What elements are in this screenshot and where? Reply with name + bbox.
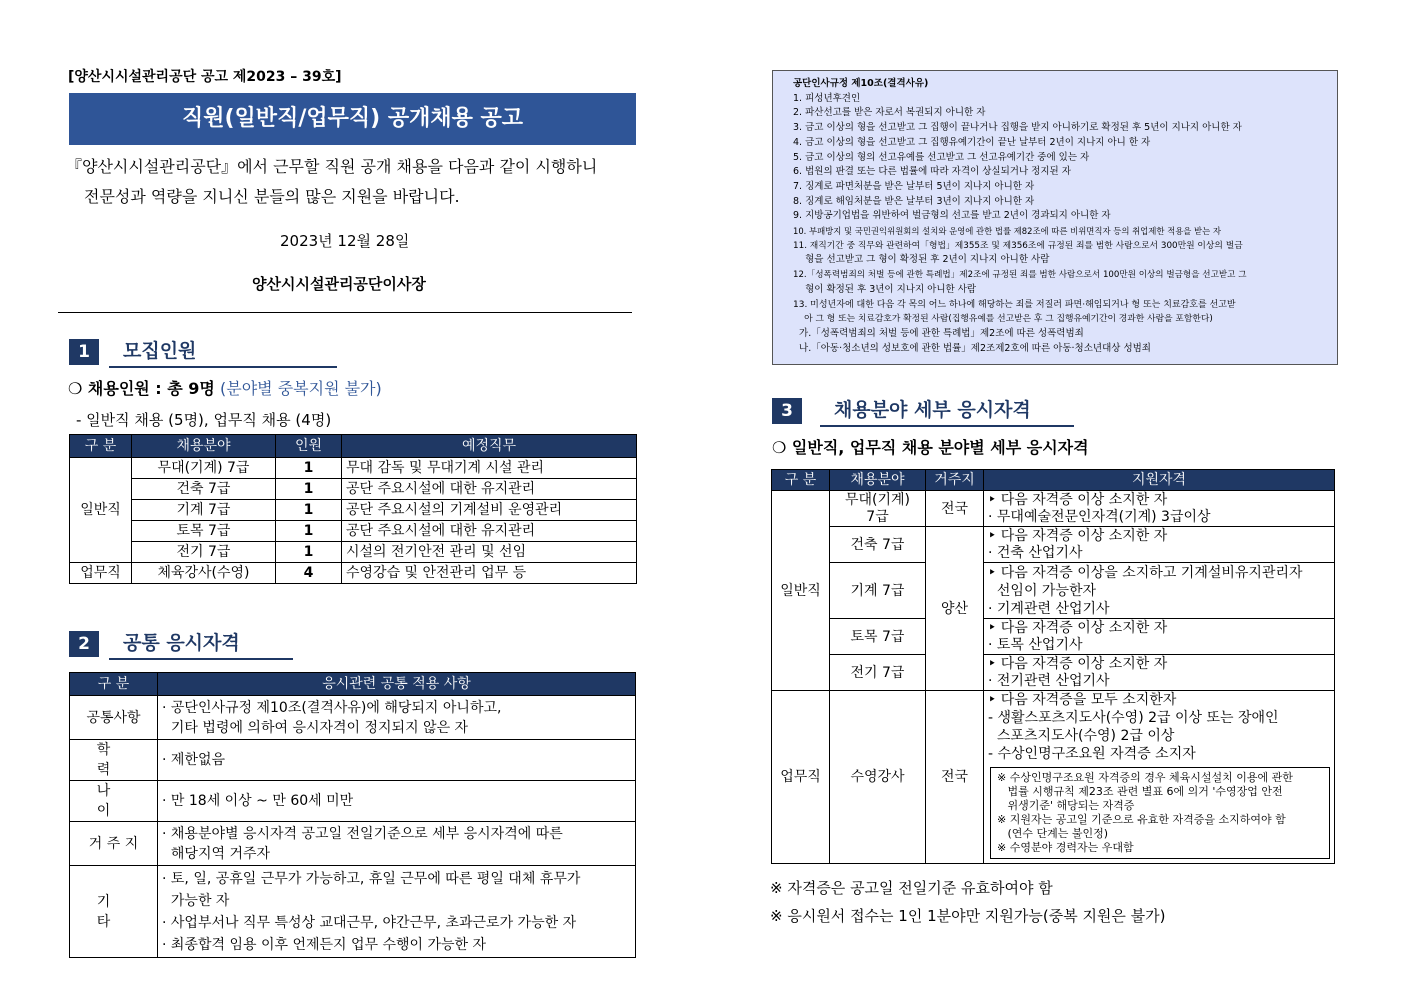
- field-cell: 전기 7급: [132, 542, 276, 563]
- table-row: [70, 542, 637, 563]
- qual-line: ‣ 다음 자격증 이상 소지한 자: [988, 655, 1168, 672]
- residence-cell: 양산: [926, 527, 984, 691]
- rule-item: 아 그 형 또는 치료감호가 확정된 사람(집행유예를 선고받은 후 그 집행유예기간이 경과한 사람을 포함한다): [793, 314, 1213, 325]
- note-line: 법률 시행규칙 제23조 관련 별표 6에 의거 '수영장업 안전: [997, 785, 1283, 798]
- qual-line: · 건축 산업기사: [988, 544, 1083, 561]
- issuer: 양산시시설관리공단이사장: [252, 275, 426, 293]
- table-header: 채용분야: [830, 470, 926, 491]
- table-header: 구 분: [70, 673, 158, 696]
- qual-line: 선임이 가능한자: [988, 582, 1097, 599]
- section-1-title: 모집인원: [109, 338, 337, 368]
- rule-item: 5. 금고 이상의 형의 선고유예를 선고받고 그 선고유예기간 중에 있는 자: [793, 151, 1090, 163]
- row-content: · 만 18세 이상 ~ 만 60세 미만: [158, 781, 636, 822]
- note-line: ※ 지원자는 공고일 기준으로 유효한 자격증을 소지하여야 함: [997, 813, 1286, 826]
- row-content: [158, 866, 636, 958]
- table-header: 예정직무: [342, 435, 637, 458]
- rule-item: 나.「아동·청소년의 성보호에 관한 법률」제2조제2호에 따른 아동·청소년대상 성범죄: [793, 342, 1151, 354]
- common-qualification-table: [69, 672, 636, 958]
- content-line: · 토, 일, 공휴일 근무가 가능하고, 휴일 근무에 따른 평일 대체 휴무가: [162, 870, 581, 887]
- section-3-number: 3: [772, 398, 802, 424]
- table-row: [772, 491, 1335, 527]
- table-header-row: [772, 470, 1335, 491]
- rule-item: 9. 지방공기업법을 위반하여 벌금형의 선고를 받고 2년이 경과되지 아니한 자: [793, 210, 1111, 222]
- field-cell: 토목 7급: [132, 521, 276, 542]
- table-header-row: [70, 673, 636, 696]
- residence-cell: 전국: [926, 691, 984, 864]
- table-row: [70, 740, 636, 781]
- duty-cell: 시설의 전기안전 관리 및 선임: [342, 542, 637, 563]
- table-header: 채용분야: [132, 435, 276, 458]
- qual-line: ‣ 다음 자격증 이상 소지한 자: [988, 619, 1168, 636]
- row-label: 기 타: [70, 866, 158, 958]
- rule-item: 13. 미성년자에 대한 다음 각 목의 어느 하나에 해당하는 죄를 저질러 파면·해임되거나 형 또는 치료감호를 선고받: [793, 299, 1236, 310]
- group-label: 업무직: [70, 563, 132, 584]
- rule-item: 7. 징계로 파면처분을 받은 날부터 5년이 지나지 아니한 자: [793, 180, 1035, 192]
- rule-item: 1. 피성년후견인: [793, 92, 861, 104]
- qualification-cell: [984, 691, 1335, 864]
- rule-item: 3. 금고 이상의 형을 선고받고 그 집행이 끝나거나 집행을 받지 아니하기로 확정된 후 5년이 지나지 아니한 자: [793, 122, 1242, 134]
- qual-line: · 기계관련 산업기사: [988, 600, 1110, 617]
- rule-item: 6. 법원의 판결 또는 다른 법률에 따라 자격이 상실되거나 정지된 자: [793, 166, 1071, 178]
- duty-cell: 공단 주요시설에 대한 유지관리: [342, 479, 637, 500]
- field-cell: [830, 491, 926, 527]
- table-header: 구 분: [772, 470, 830, 491]
- rule-item: 2. 파산선고를 받은 자로서 복권되지 아니한 자: [793, 107, 986, 119]
- footnote-1: ※ 자격증은 공고일 전일기준 유효하여야 함: [770, 879, 1053, 897]
- disqualification-rules-box: [772, 70, 1338, 365]
- field-cell: 수영강사: [830, 691, 926, 864]
- rule-item: 12.「성폭력범죄의 처벌 등에 관한 특례법」제2조에 규정된 죄를 범한 사람으로서 100만원 이상의 벌금형을 선고받고 그: [793, 270, 1247, 281]
- rule-item: 4. 금고 이상의 형을 선고받고 그 집행유예기간이 끝난 날부터 2년이 지나지 아니 한 자: [793, 136, 1151, 148]
- rule-item: 형을 선고받고 그 형이 확정된 후 2년이 지나지 아니한 사람: [793, 254, 1050, 266]
- qualification-cell: [984, 619, 1335, 655]
- rules-title: 공단인사규정 제10조(결격사유): [793, 78, 929, 89]
- intro-line-2: 전문성과 역량을 지니신 분들의 많은 지원을 바랍니다.: [84, 187, 460, 206]
- row-label: 학 력: [70, 740, 158, 781]
- section-2-title: 공통 응시자격: [109, 630, 293, 660]
- table-row: [70, 822, 636, 866]
- qual-line: · 무대예술전문인자격(기계) 3급이상: [988, 508, 1211, 525]
- intro-line-1: 『양산시시설관리공단』에서 근무할 직원 공개 채용을 다음과 같이 시행하니: [66, 157, 598, 176]
- qual-line: ‣ 다음 자격증 이상을 소지하고 기계설비유지관리자: [988, 564, 1303, 581]
- table-row: [70, 696, 636, 740]
- content-line: 기타 법령에 의하여 응시자격이 정지되지 않은 자: [162, 719, 469, 736]
- section-1-number: 1: [69, 339, 99, 365]
- table-header: 지원자격: [984, 470, 1335, 491]
- rule-item: 가.「성폭력범죄의 처벌 등에 관한 특례법」제2조에 따른 성폭력범죄: [793, 327, 1084, 339]
- count-cell: 1: [276, 458, 342, 479]
- qual-line: · 토목 산업기사: [988, 636, 1083, 653]
- rule-item: 형이 확정된 후 3년이 지나지 아니한 사람: [793, 283, 977, 295]
- field-line: 무대(기계): [844, 491, 911, 508]
- note-line: (연수 단계는 불인정): [997, 827, 1109, 840]
- table-row: [70, 479, 637, 500]
- row-content: · 제한없음: [158, 740, 636, 781]
- group-label: 일반직: [70, 458, 132, 563]
- section-3-summary: ❍ 일반직, 업무직 채용 분야별 세부 응시자격: [772, 438, 1089, 457]
- recruit-detail: - 일반직 채용 (5명), 업무직 채용 (4명): [76, 411, 332, 429]
- duty-cell: 공단 주요시설에 대한 유지관리: [342, 521, 637, 542]
- table-header: 거주지: [926, 470, 984, 491]
- table-row: [70, 500, 637, 521]
- duty-cell: 무대 감독 및 무대기계 시설 관리: [342, 458, 637, 479]
- swim-note-box: [990, 767, 1330, 859]
- table-header: 응시관련 공통 적용 사항: [158, 673, 636, 696]
- qual-line: · 전기관련 산업기사: [988, 672, 1110, 689]
- qual-line: 스포츠지도사(수영) 2급 이상: [988, 728, 1175, 744]
- duty-cell: 수영강습 및 안전관리 업무 등: [342, 563, 637, 584]
- row-label: 나 이: [70, 781, 158, 822]
- table-row: [70, 521, 637, 542]
- table-row: [772, 655, 1335, 691]
- count-cell: 4: [276, 563, 342, 584]
- table-row: [70, 563, 637, 584]
- content-line: 가능한 자: [162, 892, 230, 909]
- note-line: 위생기준' 해당되는 자격증: [997, 799, 1135, 812]
- section-3-title: 채용분야 세부 응시자격: [820, 397, 1074, 427]
- section-2-number: 2: [69, 631, 99, 657]
- row-content: [158, 696, 636, 740]
- field-line: 7급: [866, 508, 889, 525]
- count-cell: 1: [276, 542, 342, 563]
- note-line: ※ 수상인명구조요원 자격증의 경우 체육시설설치 이용에 관한: [997, 771, 1293, 784]
- field-cell: 건축 7급: [830, 527, 926, 563]
- rule-item: 8. 징계로 해임처분을 받은 날부터 3년이 지나지 아니한 자: [793, 195, 1035, 207]
- duty-cell: 공단 주요시설의 기계설비 운영관리: [342, 500, 637, 521]
- content-line: · 최종합격 임용 이후 언제든지 업무 수행이 가능한 자: [162, 936, 487, 953]
- recruit-total: ❍ 채용인원 : 총 9명: [68, 379, 215, 398]
- table-header: 구 분: [70, 435, 132, 458]
- count-cell: 1: [276, 500, 342, 521]
- table-row: [70, 781, 636, 822]
- field-cell: 기계 7급: [830, 563, 926, 619]
- qual-line: ‣ 다음 자격증 이상 소지한 자: [988, 527, 1168, 544]
- qual-line: ‣ 다음 자격증을 모두 소지한자: [988, 692, 1177, 708]
- qualification-cell: [984, 655, 1335, 691]
- table-row: [70, 866, 636, 958]
- recruit-summary: [68, 376, 382, 399]
- note-line: ※ 수영분야 경력자는 우대함: [997, 841, 1134, 854]
- recruit-note: (분야별 중복지원 불가): [220, 379, 382, 398]
- divider: [58, 312, 632, 313]
- content-line: 해당지역 거주자: [162, 845, 271, 862]
- table-row: [70, 458, 637, 479]
- notice-date: 2023년 12월 28일: [280, 232, 410, 250]
- qual-line: ‣ 다음 자격증 이상 소지한 자: [988, 491, 1168, 508]
- table-row: [772, 527, 1335, 563]
- field-cell: 기계 7급: [132, 500, 276, 521]
- table-row: [772, 619, 1335, 655]
- table-row: [772, 691, 1335, 864]
- rule-item: 10. 부패방지 및 국민권익위원회의 설치와 운영에 관한 법률 제82조에 따른 비위면직자 등의 취업제한 적용을 받는 자: [793, 226, 1221, 237]
- field-cell: 건축 7급: [132, 479, 276, 500]
- footnote-2: ※ 응시원서 접수는 1인 1분야만 지원가능(중복 지원은 불가): [770, 907, 1166, 925]
- content-line: · 사업부서나 직무 특성상 교대근무, 야간근무, 초과근로가 가능한 자: [162, 914, 577, 931]
- residence-cell: 전국: [926, 491, 984, 527]
- field-cell: 토목 7급: [830, 619, 926, 655]
- field-cell: 전기 7급: [830, 655, 926, 691]
- row-label: 거 주 지: [70, 822, 158, 866]
- table-row: [772, 563, 1335, 619]
- qualification-cell: [984, 563, 1335, 619]
- qual-line: - 생활스포츠지도사(수영) 2급 이상 또는 장애인: [988, 710, 1279, 726]
- group-label: 업무직: [772, 691, 830, 864]
- row-label: 공통사항: [70, 696, 158, 740]
- table-header-row: [70, 435, 637, 458]
- qualification-cell: [984, 527, 1335, 563]
- row-content: [158, 822, 636, 866]
- qual-line: - 수상인명구조요원 자격증 소지자: [988, 746, 1196, 762]
- group-label: 일반직: [772, 491, 830, 691]
- recruit-table: [69, 434, 637, 584]
- qualification-cell: [984, 491, 1335, 527]
- notice-number: [양산시시설관리공단 공고 제2023 – 39호]: [68, 69, 342, 85]
- field-cell: 체육강사(수영): [132, 563, 276, 584]
- field-cell: 무대(기계) 7급: [132, 458, 276, 479]
- content-line: · 채용분야별 응시자격 공고일 전일기준으로 세부 응시자격에 따른: [162, 825, 563, 842]
- rule-item: 11. 재직기간 중 직무와 관련하여「형법」제355조 및 제356조에 규정된 죄를 범한 사람으로서 300만원 이상의 벌금: [793, 240, 1243, 251]
- detail-qualification-table: [771, 469, 1335, 864]
- table-header: 인원: [276, 435, 342, 458]
- count-cell: 1: [276, 479, 342, 500]
- count-cell: 1: [276, 521, 342, 542]
- content-line: · 공단인사규정 제10조(결격사유)에 해당되지 아니하고,: [162, 699, 502, 716]
- page-title: 직원(일반직/업무직) 공개채용 공고: [69, 93, 636, 145]
- rules-list: [773, 71, 1337, 356]
